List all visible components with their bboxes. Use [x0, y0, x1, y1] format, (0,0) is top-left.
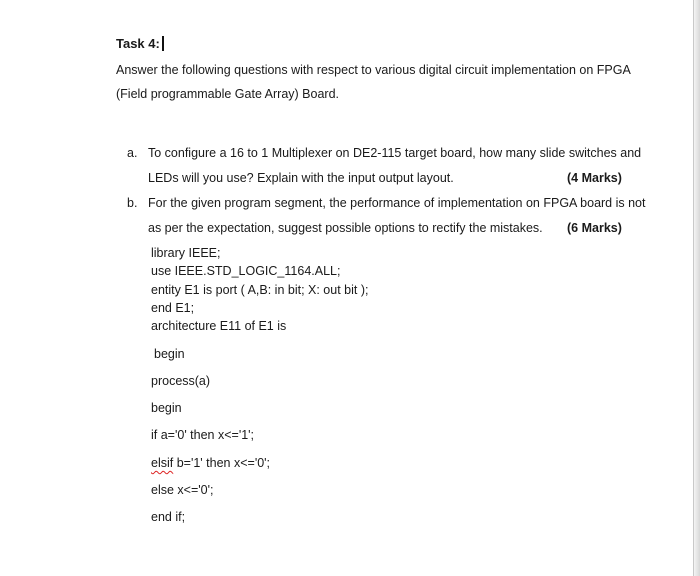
code-line: library IEEE;: [151, 246, 221, 260]
question-b-marks: (6 Marks): [567, 221, 622, 235]
intro-line-2: (Field programmable Gate Array) Board.: [116, 87, 340, 101]
code-line: process(a): [151, 374, 211, 388]
code-line: end if;: [151, 510, 186, 524]
intro-line-1: Answer the following questions with respect to various digital circuit implementation on FPGA: [116, 63, 631, 77]
task-title: [116, 36, 164, 52]
spellcheck-elsif: elsif: [151, 456, 174, 470]
code-line-elsif: [151, 455, 270, 471]
code-line: if a='0' then x<='1';: [151, 428, 255, 442]
page-edge: [693, 0, 700, 576]
question-a-line-2: LEDs will you use? Explain with the input output layout.: [148, 171, 454, 185]
question-a-marks: (4 Marks): [567, 171, 622, 185]
question-a-marker: a.: [127, 146, 138, 160]
code-line: end E1;: [151, 301, 195, 315]
code-line: begin: [154, 347, 185, 361]
code-line: entity E1 is port ( A,B: in bit; X: out bit );: [151, 283, 369, 297]
code-line-elsif-rest: b='1' then x<='0';: [176, 456, 271, 470]
task-title-text: Task 4:: [116, 36, 160, 51]
code-line: else x<='0';: [151, 483, 214, 497]
question-b-line-2: as per the expectation, suggest possible options to rectify the mistakes.: [148, 221, 543, 235]
text-cursor: [162, 36, 164, 51]
question-a-line-1: To configure a 16 to 1 Multiplexer on DE2-115 target board, how many slide switches and: [148, 146, 642, 160]
question-b-line-1: For the given program segment, the performance of implementation on FPGA board is not: [148, 196, 646, 210]
question-b-marker: b.: [127, 196, 138, 210]
code-line: begin: [151, 401, 182, 415]
code-line: use IEEE.STD_LOGIC_1164.ALL;: [151, 264, 341, 278]
code-line: architecture E11 of E1 is: [151, 319, 287, 333]
